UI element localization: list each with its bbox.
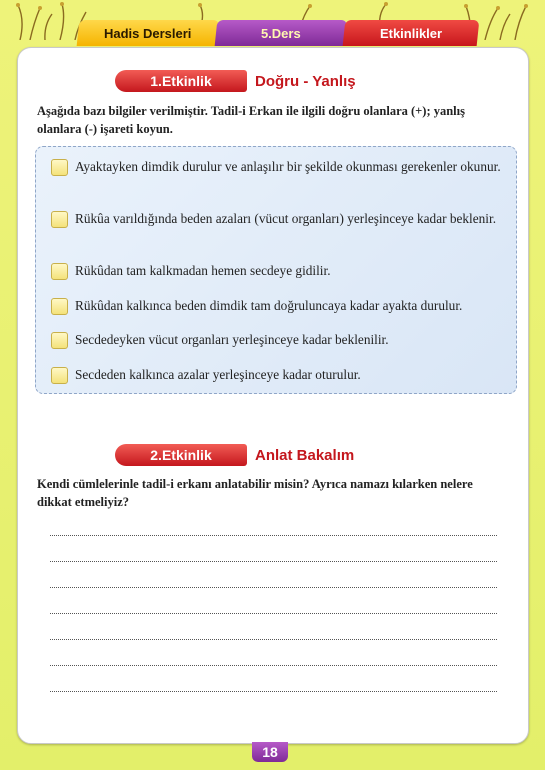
answer-checkbox[interactable] [51, 298, 68, 315]
header-tabs [78, 20, 478, 48]
answer-checkbox[interactable] [51, 367, 68, 384]
answer-checkbox[interactable] [51, 211, 68, 228]
activity2-instruction: Kendi cümlelerinle tadil-i erkanı anlatabilir misin? Ayrıca namazı kılarken nelere dikkat etmeliyiz? [37, 477, 473, 509]
statement-item: Rükûdan tam kalkmadan hemen secdeye gidilir. [51, 262, 501, 280]
activity2-header [115, 444, 354, 466]
statement-item: Ayaktayken dimdik durulur ve anlaşılır bir şekilde okunması gerekenler okunur. [51, 158, 501, 176]
statement-item: Secdeden kalkınca azalar yerleşinceye kadar oturulur. [51, 366, 501, 384]
activity1-badge: 1.Etkinlik [115, 70, 247, 92]
activity1-instruction: Aşağıda bazı bilgiler verilmiştir. Tadil-i Erkan ile ilgili doğru olanlara (+); yanlış olanlara (-) işareti koyun. [37, 104, 465, 136]
activity2-badge: 2.Etkinlik [115, 444, 247, 466]
statement-item: Secdedeyken vücut organları yerleşinceye kadar beklenilir. [51, 331, 501, 349]
tab-hadis-dersleri[interactable]: Hadis Dersleri [77, 20, 220, 46]
tab-ders[interactable]: 5.Ders [215, 20, 348, 46]
activity1-title: Doğru - Yanlış [255, 72, 356, 90]
answer-line[interactable] [50, 535, 497, 536]
answer-line[interactable] [50, 561, 497, 562]
statement-item: Rükûa varıldığında beden azaları (vücut organları) yerleşinceye kadar beklenir. [51, 210, 501, 228]
statement-item: Rükûdan kalkınca beden dimdik tam doğruluncaya kadar ayakta durulur. [51, 297, 501, 315]
page-number: 18 [252, 742, 288, 762]
tab-etkinlikler[interactable]: Etkinlikler [343, 20, 480, 46]
answer-checkbox[interactable] [51, 332, 68, 349]
answer-checkbox[interactable] [51, 263, 68, 280]
answer-line[interactable] [50, 613, 497, 614]
answer-line[interactable] [50, 639, 497, 640]
activity2-title: Anlat Bakalım [255, 446, 355, 464]
answer-line[interactable] [50, 587, 497, 588]
answer-line[interactable] [50, 665, 497, 666]
answer-line[interactable] [50, 691, 497, 692]
answer-checkbox[interactable] [51, 159, 68, 176]
activity1-header [115, 70, 356, 92]
